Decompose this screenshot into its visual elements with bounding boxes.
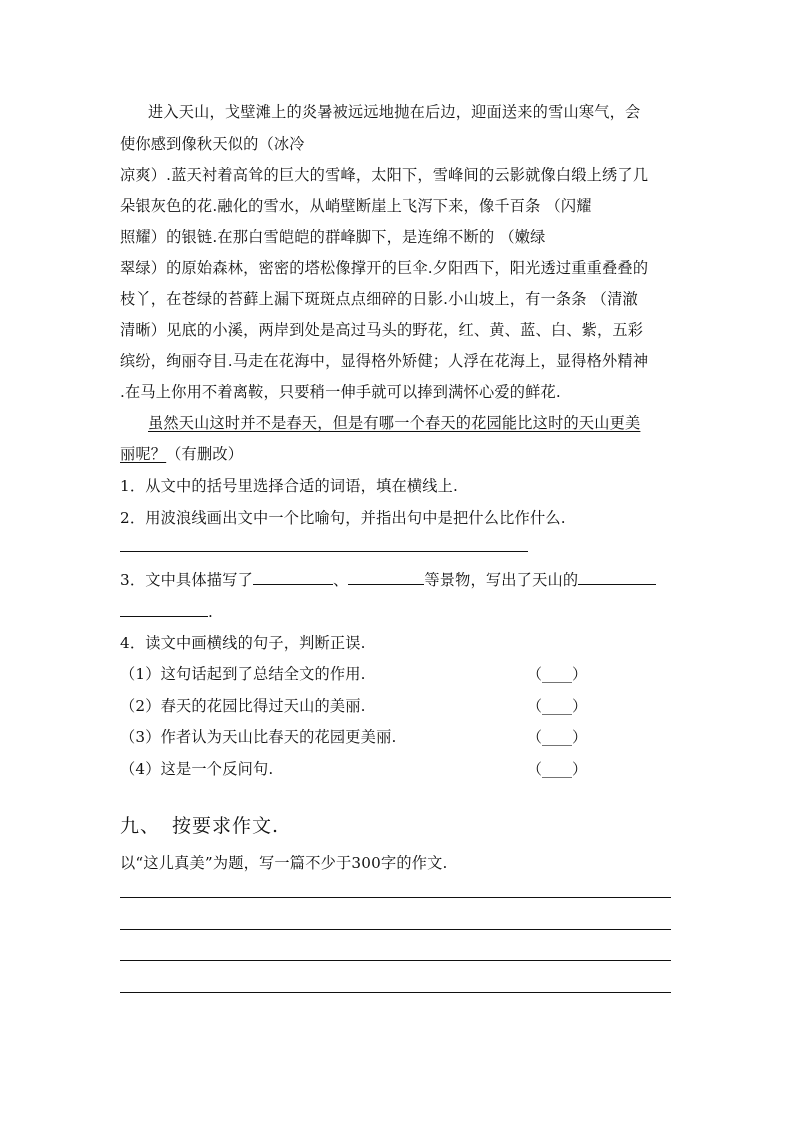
- writing-line-4[interactable]: [120, 992, 671, 993]
- judge-item-1-answer[interactable]: （____）: [527, 665, 588, 683]
- section-9-title: 按要求作文.: [172, 815, 280, 837]
- passage-line-9: 缤纷，绚丽夺目.马走在花海中，显得格外矫健；人浮在花海上，显得格外精神: [120, 352, 649, 370]
- question-1: 1．从文中的括号里选择合适的词语，填在横线上.: [120, 477, 459, 495]
- question-3-end: .: [208, 603, 214, 621]
- blank-q3-4[interactable]: [120, 602, 208, 617]
- judge-item-3-answer[interactable]: （____）: [527, 728, 588, 746]
- writing-line-1[interactable]: [120, 897, 671, 898]
- underlined-sentence-line-2: [120, 444, 243, 464]
- passage-line-8: 清晰）见底的小溪，两岸到处是高过马头的野花，红、黄、蓝、白、紫，五彩: [120, 321, 644, 339]
- section-9-heading: [120, 814, 279, 838]
- judge-item-2-answer[interactable]: （____）: [527, 697, 588, 715]
- passage-line-2: 使你感到像秋天似的（冰冷: [120, 135, 305, 153]
- passage-line-5: 照耀）的银链.在那白雪皑皑的群峰脚下，是连绵不断的 （嫩绿: [120, 228, 546, 246]
- passage-line-6: 翠绿）的原始森林，密密的塔松像撑开的巨伞.夕阳西下，阳光透过重重叠叠的: [120, 259, 649, 277]
- question-3-line-1: [120, 570, 656, 590]
- passage-line-7: 枝丫，在苍绿的苔藓上漏下斑斑点点细碎的日影.小山坡上，有一条条 （清澈: [120, 290, 638, 308]
- underlined-sentence-line-1: [148, 413, 640, 433]
- passage-line-1: 进入天山，戈壁滩上的炎暑被远远地抛在后边，迎面送来的雪山寒气，会: [148, 103, 641, 121]
- judge-item-4-answer[interactable]: （____）: [527, 760, 588, 778]
- section-9-number: 九、: [120, 815, 161, 837]
- answer-line-q2[interactable]: [120, 551, 528, 552]
- source-note: （有删改）: [166, 445, 244, 463]
- composition-prompt: 以“这儿真美”为题，写一篇不少于300字的作文.: [120, 854, 448, 872]
- judge-item-4-text: （4）这是一个反问句.: [120, 760, 274, 778]
- writing-line-3[interactable]: [120, 960, 671, 961]
- underlined-text-end: 丽呢？: [120, 445, 167, 463]
- question-3-separator: 、: [332, 571, 349, 589]
- question-3-text-a: 3．文中具体描写了: [120, 571, 253, 589]
- blank-q3-3[interactable]: [578, 570, 656, 585]
- question-3-line-2: [120, 602, 213, 622]
- underlined-text: 虽然天山这时并不是春天，但是有哪一个春天的花园能比这时的天山更美: [148, 414, 641, 432]
- passage-line-4: 朵银灰色的花.融化的雪水，从峭壁断崖上飞泻下来，像千百条 （闪耀: [120, 197, 592, 215]
- passage-line-10: .在马上你用不着离鞍，只要稍一伸手就可以捧到满怀心爱的鲜花.: [120, 383, 561, 401]
- question-3-text-b: 等景物，写出了天山的: [424, 571, 579, 589]
- question-4: 4．读文中画横线的句子，判断正误.: [120, 634, 366, 652]
- blank-q3-1[interactable]: [253, 570, 333, 585]
- writing-line-2[interactable]: [120, 929, 671, 930]
- passage-line-3: 凉爽）.蓝天衬着高耸的巨大的雪峰，太阳下，雪峰间的云影就像白缎上绣了几: [120, 166, 649, 184]
- blank-q3-2[interactable]: [348, 570, 424, 585]
- judge-item-2-text: （2）春天的花园比得过天山的美丽.: [120, 697, 366, 715]
- judge-item-1-text: （1）这句话起到了总结全文的作用.: [120, 665, 366, 683]
- question-2: 2．用波浪线画出文中一个比喻句，并指出句中是把什么比作什么.: [120, 509, 566, 527]
- judge-item-3-text: （3）作者认为天山比春天的花园更美丽.: [120, 728, 397, 746]
